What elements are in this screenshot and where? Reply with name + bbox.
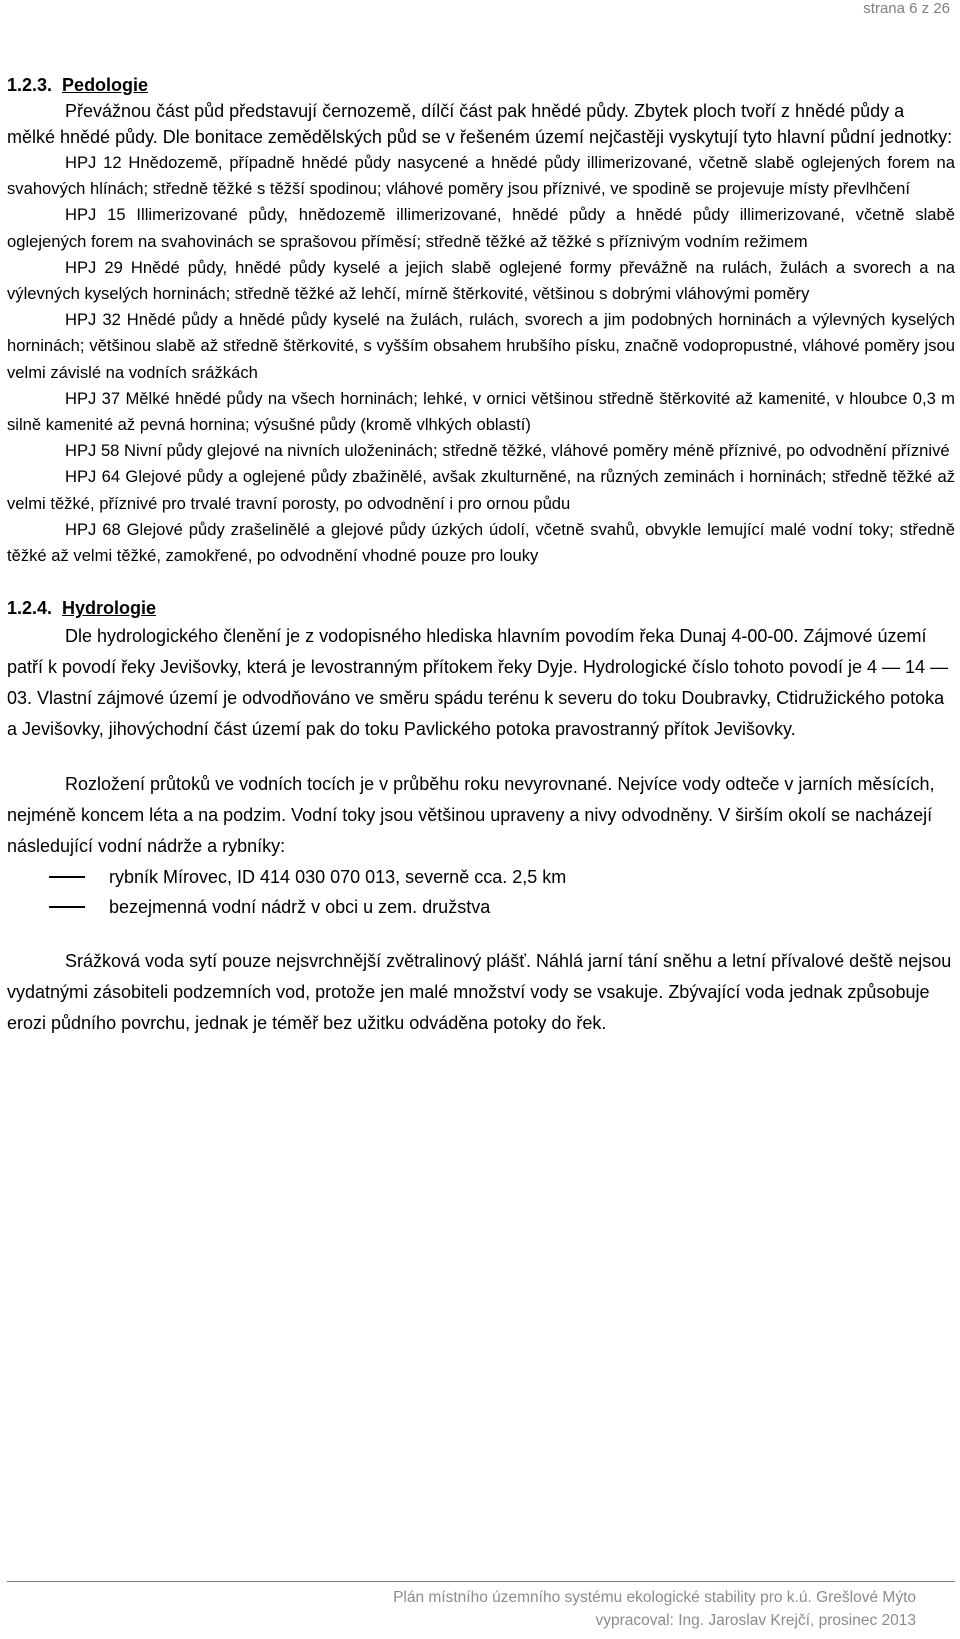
dash-bullet-icon	[49, 906, 85, 908]
hydrologie-paragraph-3: Srážková voda sytí pouze nejsvrchnější zvětralinový plášť. Náhlá jarní tání sněhu a letní přívalové deště nejsou vydatnými zásobiteli podzemních vod, protože jen malé množství vody se vsakuje. Zbývající voda jednak způsobuje erozi půdního povrchu, jednak je téměř bez užitku odváděna potoky do řek.	[7, 951, 952, 1034]
page-number: strana 6 z 26	[863, 0, 950, 17]
soil-unit-item: HPJ 68 Glejové půdy zrašelinělé a glejové půdy úzkých údolí, včetně svahů, obvykle lemující malé vodní toky; středně těžké až velmi těžké, zamokřené, po odvodnění vhodné pouze pro louky	[7, 519, 955, 566]
list-item	[7, 862, 955, 892]
soil-unit-item: HPJ 64 Glejové půdy a oglejené půdy zbažinělé, avšak zkulturněné, na různých zeminách i horninách; středně těžké až velmi těžké, příznivé pro trvalé travní porosty, po odvodnění i pro ornou půdu	[7, 467, 955, 513]
soil-unit-item: HPJ 37 Mělké hnědé půdy na všech horninách; lehké, v ornici většinou středně štěrkovité až kamenité, v hloubce 0,3 m silně kamenité až pevná hornina; výsušné půdy (kromě vlhkých oblastí)	[7, 388, 955, 435]
pedologie-intro: Převážnou část půd představují černozemě, dílčí část pak hnědé půdy. Zbytek ploch tvoří z hnědé půdy a mělké hnědé půdy. Dle bonitace zemědělských půd se v řešeném území nejčastěji vyskytují tyto hlavní půdní jednotky:	[7, 101, 953, 147]
hpj-list	[7, 150, 955, 569]
section-heading-pedologie	[7, 72, 955, 98]
hydrologie-intro: Dle hydrologického členění je z vodopisného hlediska hlavním povodím řeka Dunaj 4-00-00. Zájmové území patří k povodí řeky Jevišovky, která je levostranným přítokem řeky Dyje. Hydrologické číslo tohoto povodí je 4 — 14 — 03. Vlastní zájmové území je odvodňováno ve směru spádu terénu k severu do toku Doubravky, Ctidružického potoka a Jevišovky, jihovýchodní část území pak do toku Pavlického potoka pravostranný přítok Jevišovky.	[7, 626, 949, 740]
section-title: Pedologie	[62, 75, 149, 95]
footer-project-title: Plán místního územního systému ekologické stability pro k.ú. Grešlové Mýto	[393, 1589, 916, 1606]
section-heading-hydrologie	[7, 595, 955, 621]
document-body	[7, 72, 955, 1039]
soil-unit-item: HPJ 29 Hnědé půdy, hnědé půdy kyselé a jejich slabě oglejené formy převážně na rulách, žulách a svorech a na výlevných kyselých horninách; středně těžké až lehčí, mírně štěrkovité, většinou s dobrými vláhovými poměry	[7, 257, 955, 304]
section-title: Hydrologie	[62, 598, 157, 619]
reservoir-list	[7, 862, 955, 922]
list-item-text: bezejmenná vodní nádrž v obci u zem. družstva	[109, 897, 491, 918]
footer-author: vypracoval: Ing. Jaroslav Krejčí, prosinec 2013	[595, 1612, 916, 1629]
dash-bullet-icon	[49, 876, 85, 878]
list-item	[7, 892, 955, 922]
footer-divider	[7, 1581, 955, 1582]
soil-unit-item: HPJ 15 Illimerizované půdy, hnědozemě illimerizované, hnědé půdy a hnědé půdy illimerizované, včetně slabě oglejených forem na svahovinách se sprašovou příměsí; středně těžké až těžké s příznivým vodním režimem	[7, 205, 955, 251]
section-number: 1.2.3.	[7, 75, 53, 95]
hydrologie-paragraph-2: Rozložení průtoků ve vodních tocích je v průběhu roku nevyrovnané. Nejvíce vody odteče v jarních měsících, nejméně koncem léta a na podzim. Vodní toky jsou většinou upraveny a nivy odvodněny. V širším okolí se nacházejí následující vodní nádrže a rybníky:	[7, 774, 935, 857]
soil-unit-item: HPJ 12 Hnědozemě, případně hnědé půdy nasycené a hnědé půdy illimerizované, včetně slabě oglejených forem na svahových hlínách; středně těžké s těžší spodinou; vláhové poměry jsou příznivé, ve spodině se projevuje místy převlhčení	[7, 153, 955, 199]
footer	[393, 1586, 916, 1632]
soil-unit-item: HPJ 32 Hnědé půdy a hnědé půdy kyselé na žulách, rulách, svorech a jim podobných horninách a výlevných kyselých horninách; většinou slabě až středně štěrkovité, s vyšším obsahem hrubšího písku, značně vodopropustné, vláhové poměry jsou velmi závislé na vodních srážkách	[7, 310, 955, 382]
soil-unit-item: HPJ 58 Nivní půdy glejové na nivních uloženinách; středně těžké, vláhové poměry méně příznivé, po odvodnění příznivé	[65, 441, 950, 461]
section-number: 1.2.4.	[7, 598, 53, 619]
list-item-text: rybník Mírovec, ID 414 030 070 013, severně cca. 2,5 km	[109, 867, 567, 888]
